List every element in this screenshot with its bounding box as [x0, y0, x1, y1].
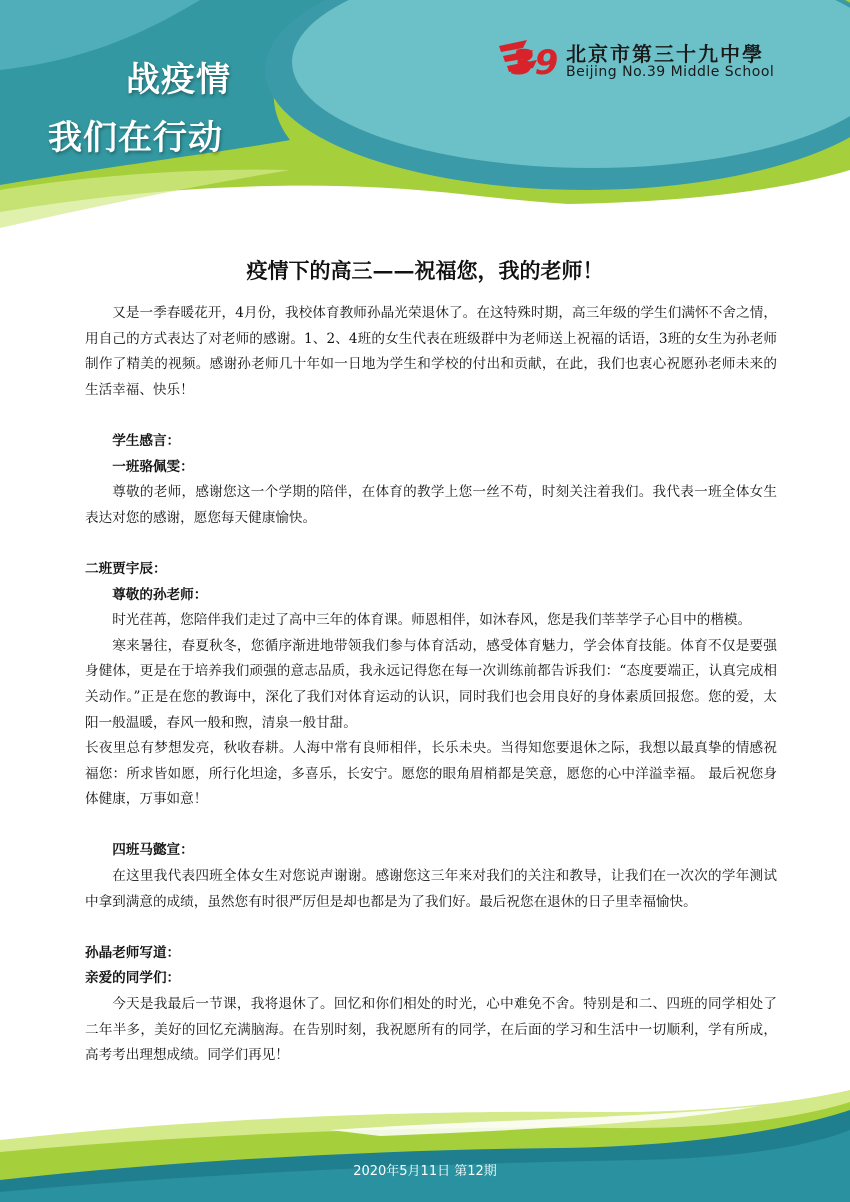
class2-salutation: 尊敬的孙老师： [112, 586, 208, 603]
logo-mark-text: 39 [511, 43, 559, 82]
school-logo-mark [493, 34, 565, 82]
teacher-salutation: 亲爱的同学们： [85, 970, 181, 987]
student-heading: 学生感言： [112, 432, 181, 449]
class2-closing: 长夜里总有梦想发亮，秋收春耕。人海中常有良师相伴，长乐未央。当得知您要退休之际，我想以最真挚的情感祝福您：所求皆如愿，所行化坦途，多喜乐，长安宁。愿您的眼角眉梢都是笑意，愿您的心中洋溢幸福。 最后祝您身体健康，万事如意！ [85, 740, 777, 808]
school-name-cn: 北京市第三十九中學 [566, 42, 764, 66]
class2-paragraph: 寒来暑往，春夏秋冬，您循序渐进地带领我们参与体育活动，感受体育魅力，学会体育技能。体育不仅是要强身健体，更是在于培养我们顽强的意志品质，我永远记得您在每一次训练前都告诉我们：“态度要端正，认真完成相关动作。”正是在您的教诲中，深化了我们对体育运动的认识，同时我们也会用良好的身体素质回报您。您的爱，太阳一般温暖，春风一般和煦，清泉一般甘甜。 [85, 637, 777, 731]
footer-issue: 2020年5月11日 第12期 [353, 1164, 497, 1179]
school-logo [493, 34, 803, 84]
slogan-line1: 战疫情 [126, 60, 231, 100]
teacher-paragraph: 今天是我最后一节课，我将退休了。回忆和你们相处的时光，心中难免不舍。特别是和二、四班的同学相处了二年半多，美好的回忆充满脑海。在告别时刻，我祝愿所有的同学，在后面的学习和生活中一切顺利，学有所成，高考考出理想成绩。同学们再见！ [85, 996, 777, 1064]
article-body [85, 301, 777, 1069]
school-name-en: Beijing No.39 Middle School [566, 64, 775, 80]
article-title: 疫情下的高三——祝福您，我的老师！ [246, 258, 604, 283]
class1-paragraph: 尊敬的老师，感谢您这一个学期的陪伴，在体育的教学上您一丝不苟，时刻关注着我们。我代表一班全体女生表达对您的感谢，愿您每天健康愉快。 [85, 484, 777, 526]
slogan-line2: 我们在行动 [48, 118, 223, 158]
class1-name: 一班骆佩雯： [112, 458, 194, 475]
intro-paragraph: 又是一季春暖花开，4月份，我校体育教师孙晶光荣退休了。在这特殊时期，高三年级的学生们满怀不舍之情，用自己的方式表达了对老师的感谢。1、2、4班的女生代表在班级群中为老师送上祝福的话语，3班的女生为孙老师制作了精美的视频。感谢孙老师几十年如一日地为学生和学校的付出和贡献，在此，我们也衷心祝愿孙老师未来的生活幸福、快乐！ [85, 305, 777, 398]
class2-name: 二班贾宇辰： [85, 560, 167, 577]
class4-paragraph: 在这里我代表四班全体女生对您说声谢谢。感谢您这三年来对我们的关注和教导，让我们在一次次的学年测试中拿到满意的成绩，虽然您有时很严厉但是却也都是为了我们好。最后祝您在退休的日子里幸福愉快。 [85, 868, 777, 910]
teacher-heading: 孙晶老师写道： [85, 944, 181, 961]
class2-paragraph: 时光荏苒，您陪伴我们走过了高中三年的体育课。师恩相伴，如沐春风，您是我们莘莘学子心目中的楷模。 [112, 612, 752, 629]
class4-name: 四班马懿宣： [112, 842, 194, 859]
